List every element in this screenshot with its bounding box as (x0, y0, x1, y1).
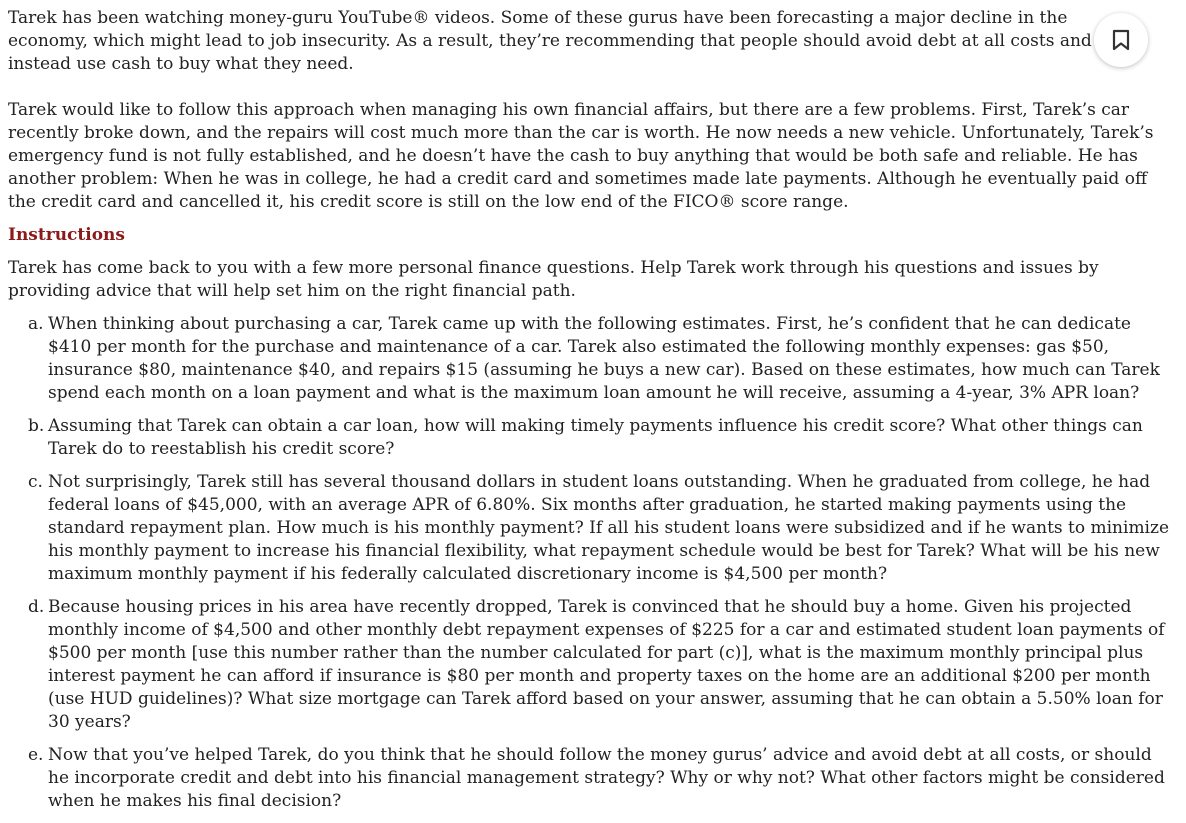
question-text: Not surprisingly, Tarek still has several thousand dollars in student loans outstanding. When he graduated from college, he had federal loans of $45,000, with an average APR of 6.80%. Six months after graduation, he started making payments using the standard repayment plan. How much is his monthly payment? If all his student loans were subsidized and if he wants to minimize his monthly payment to increase his financial flexibility, what repayment schedule would be best for Tarek? What will be his new maximum monthly payment if his federally calculated discretionary income is $4,500 per month? (48, 472, 1170, 584)
question-text: Assuming that Tarek can obtain a car loan, how will making timely payments influence his credit score? What other things can Tarek do to reestablish his credit score? (48, 416, 1143, 459)
question-label: a. (28, 314, 44, 334)
question-label: c. (28, 472, 43, 492)
question-text: Because housing prices in his area have recently dropped, Tarek is convinced that he should buy a home. Given his projected monthly income of $4,500 and other monthly debt repayment expenses of $225 for a car and estimated student loan payments of $500 per month [use this number rather than the number calculated for part (c)], what is the maximum monthly principal plus interest payment he can afford if insurance is $80 per month and property taxes on the home are an additional $200 per month (use HUD guidelines)? What size mortgage can Tarek afford based on your answer, assuming that he can obtain a 5.50% loan for 30 years? (48, 597, 1165, 732)
problem-content (8, 7, 1176, 823)
question-text: Now that you’ve helped Tarek, do you think that he should follow the money gurus’ advice and avoid debt at all costs, or should he incorporate credit and debt into his financial management strategy? Why or why not? What other factors might be considered when he makes his final decision? (48, 745, 1165, 811)
question-label: e. (28, 745, 44, 765)
question-d (28, 596, 1176, 734)
question-list (8, 313, 1176, 813)
question-text: When thinking about purchasing a car, Tarek came up with the following estimates. First, he’s confident that he can dedicate $410 per month for the purchase and maintenance of a car. Tarek also estimated the following monthly expenses: gas $50, insurance $80, maintenance $40, and repairs $15 (assuming he buys a new car). Based on these estimates, how much can Tarek spend each month on a loan payment and what is the maximum loan amount he will receive, assuming a 4-year, 3% APR loan? (48, 314, 1160, 403)
bookmark-button[interactable] (1094, 13, 1148, 67)
bookmark-icon (1112, 29, 1130, 51)
question-a (28, 313, 1176, 405)
instructions-intro: Tarek has come back to you with a few more personal finance questions. Help Tarek work through his questions and issues by providing advice that will help set him on the right financial path. (8, 258, 1099, 301)
question-b (28, 415, 1176, 461)
paragraph-intro: Tarek has been watching money-guru YouTube® videos. Some of these gurus have been forecasting a major decline in the economy, which might lead to job insecurity. As a result, they’re recommending that people should avoid debt at all costs and instead use cash to buy what they need. (8, 8, 1092, 74)
question-label: d. (28, 597, 45, 617)
instructions-heading: Instructions (8, 225, 125, 245)
question-c (28, 471, 1176, 586)
paragraph-problems: Tarek would like to follow this approach when managing his own financial affairs, but there are a few problems. First, Tarek’s car recently broke down, and the repairs will cost much more than the car is worth. He now needs a new vehicle. Unfortunately, Tarek’s emergency fund is not fully established, and he doesn’t have the cash to buy anything that would be both safe and reliable. He has another problem: When he was in college, he had a credit card and sometimes made late payments. Although he eventually paid off the credit card and cancelled it, his credit score is still on the low end of the FICO® score range. (8, 100, 1154, 212)
question-label: b. (28, 416, 45, 436)
question-e (28, 744, 1176, 813)
